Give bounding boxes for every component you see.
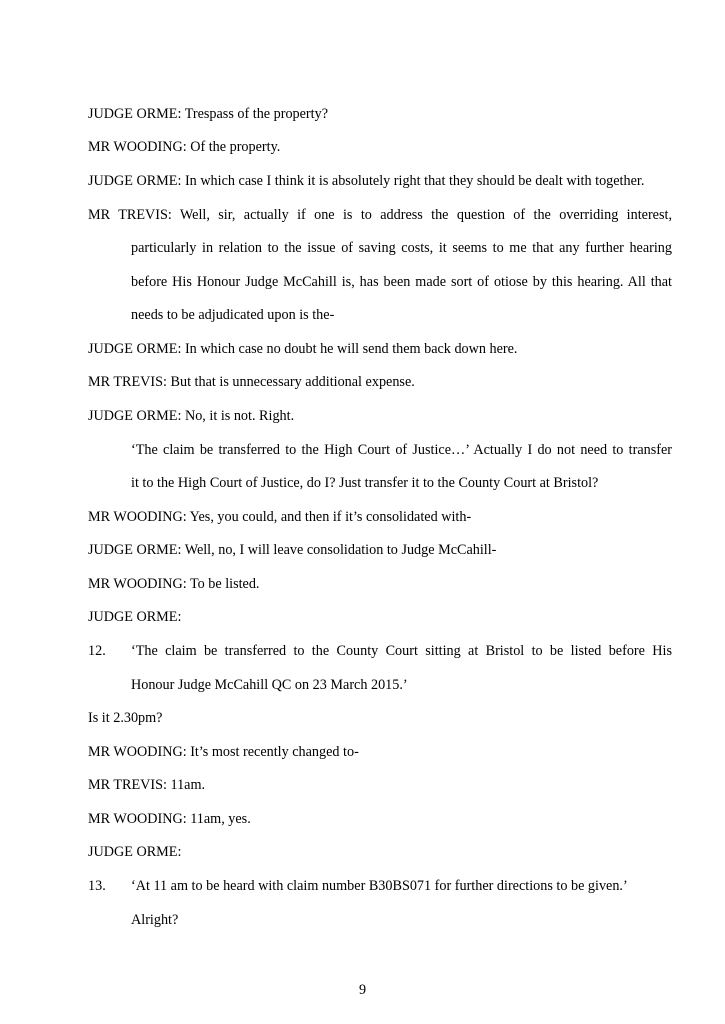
transcript-line: before His Honour Judge McCahill is, has been made sort of otiose by this hearing. All that (131, 274, 672, 290)
transcript-line: it to the High Court of Justice, do I? Just transfer it to the County Court at Bristol? (131, 475, 599, 491)
transcript-line: particularly in relation to the issue of saving costs, it seems to me that any further hearing (131, 240, 672, 256)
page-number: 9 (358, 982, 367, 998)
transcript-line: Alright? (131, 912, 179, 928)
paragraph-number: 12. (88, 643, 106, 659)
transcript-line: MR TREVIS: But that is unnecessary additional expense. (88, 374, 415, 390)
transcript-line: JUDGE ORME: In which case I think it is absolutely right that they should be dealt with together. (88, 173, 645, 189)
transcript-line: MR TREVIS: 11am. (88, 777, 206, 793)
transcript-line: ‘The claim be transferred to the County Court sitting at Bristol to be listed before His (131, 643, 672, 659)
transcript-line: MR WOODING: It’s most recently changed to- (88, 744, 359, 760)
paragraph-number: 13. (88, 878, 106, 894)
transcript-line: ‘At 11 am to be heard with claim number B30BS071 for further directions to be given.’ (131, 878, 628, 894)
transcript-line: Is it 2.30pm? (88, 710, 163, 726)
transcript-line: JUDGE ORME: (88, 844, 182, 860)
transcript-line: MR WOODING: Yes, you could, and then if it’s consolidated with- (88, 509, 472, 525)
transcript-line: needs to be adjudicated upon is the- (131, 307, 335, 323)
transcript-line: Honour Judge McCahill QC on 23 March 2015.’ (131, 677, 408, 693)
transcript-line: JUDGE ORME: Trespass of the property? (88, 106, 328, 122)
transcript-line: ‘The claim be transferred to the High Court of Justice…’ Actually I do not need to transfer (131, 442, 672, 458)
transcript-line: MR WOODING: Of the property. (88, 139, 281, 155)
transcript-line: MR WOODING: To be listed. (88, 576, 260, 592)
transcript-line: MR WOODING: 11am, yes. (88, 811, 251, 827)
transcript-line: JUDGE ORME: In which case no doubt he will send them back down here. (88, 341, 518, 357)
transcript-line: MR TREVIS: Well, sir, actually if one is to address the question of the overriding interest, (88, 207, 672, 223)
transcript-line: JUDGE ORME: No, it is not. Right. (88, 408, 295, 424)
transcript-line: JUDGE ORME: Well, no, I will leave consolidation to Judge McCahill- (88, 542, 497, 558)
transcript-line: JUDGE ORME: (88, 609, 182, 625)
